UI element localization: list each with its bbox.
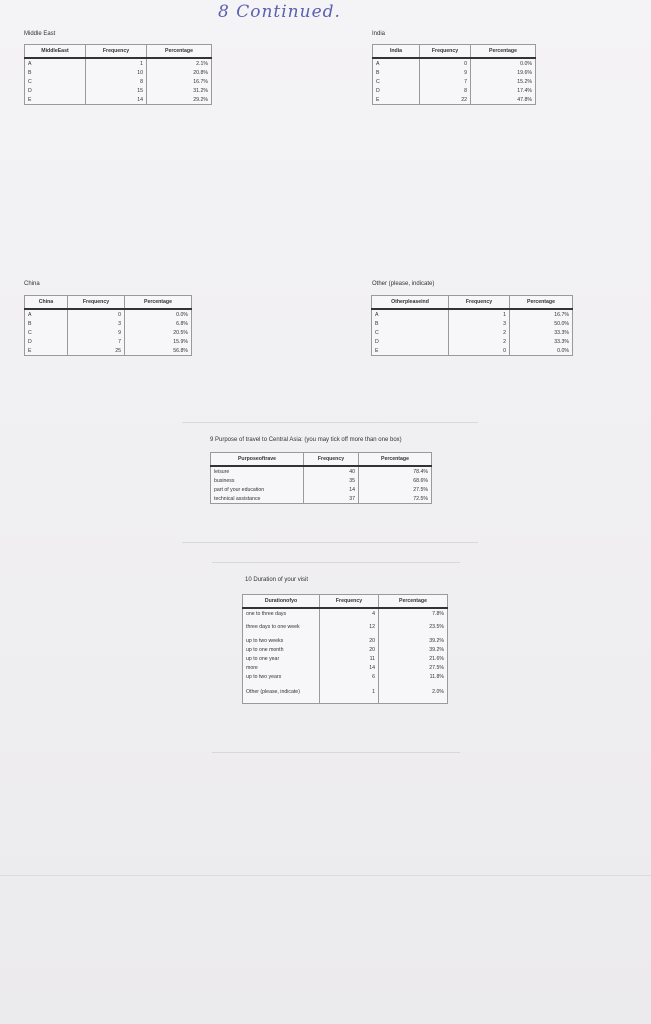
other-table xyxy=(371,295,573,356)
column-header: Frequency xyxy=(86,45,147,59)
column-header: Frequency xyxy=(68,296,125,310)
table-row: up to two years 6 11.8% xyxy=(243,672,448,681)
table-row: technical assistance 37 72.5% xyxy=(211,494,432,504)
pasted-strip-edge xyxy=(182,422,478,423)
table-row: C 8 16.7% xyxy=(25,77,212,86)
table-row: A 1 2.1% xyxy=(25,58,212,68)
india-caption: India xyxy=(372,31,386,37)
table-row: up to two weeks 20 39.2% xyxy=(243,636,448,645)
table-row: one to three days 4 7.8% xyxy=(243,608,448,618)
table-row: A 1 16.7% xyxy=(372,309,573,319)
table-row: D 8 17.4% xyxy=(373,86,536,95)
purpose-caption: 9 Purpose of travel to Central Asia: (you may tick off more than one box) xyxy=(210,437,402,443)
column-header: Frequency xyxy=(449,296,510,310)
table-row: B 3 50.0% xyxy=(372,319,573,328)
handwritten-heading: 8 Continued. xyxy=(218,2,341,22)
other-caption: Other (please, indicate) xyxy=(372,281,435,287)
pasted-strip-edge xyxy=(212,562,460,563)
table-row: business 35 68.6% xyxy=(211,476,432,485)
column-header: Frequency xyxy=(320,595,379,609)
table-row: C 7 15.2% xyxy=(373,77,536,86)
table-row: C 2 33.3% xyxy=(372,328,573,337)
middle-east-table xyxy=(24,44,212,105)
table-row: E 22 47.8% xyxy=(373,95,536,105)
pasted-strip-edge xyxy=(182,542,478,543)
middle-east-caption: Middle East xyxy=(24,31,56,37)
column-header: China xyxy=(25,296,68,310)
table-row: A 0 0.0% xyxy=(25,309,192,319)
table-row: B 10 20.8% xyxy=(25,68,212,77)
china-table xyxy=(24,295,192,356)
column-header: Percentage xyxy=(125,296,192,310)
table-row: D 15 31.2% xyxy=(25,86,212,95)
table-row: D 2 33.3% xyxy=(372,337,573,346)
table-row: up to one year 11 21.6% xyxy=(243,654,448,663)
column-header: Frequency xyxy=(420,45,471,59)
column-header: Otherpleaseind xyxy=(372,296,449,310)
column-header: Durationofyo xyxy=(243,595,320,609)
column-header: Percentage xyxy=(147,45,212,59)
table-row: D 7 15.9% xyxy=(25,337,192,346)
column-header: Purposeoftrave xyxy=(211,453,304,467)
india-table xyxy=(372,44,536,105)
table-row: B 3 6.8% xyxy=(25,319,192,328)
page-fold-line xyxy=(0,875,651,876)
table-row: E 25 56.8% xyxy=(25,346,192,356)
duration-caption: 10 Duration of your visit xyxy=(245,577,309,583)
table-row: C 9 20.5% xyxy=(25,328,192,337)
column-header: Percentage xyxy=(510,296,573,310)
column-header: Percentage xyxy=(379,595,448,609)
table-row: part of your education 14 27.5% xyxy=(211,485,432,494)
table-row: three days to one week 12 23.5% xyxy=(243,618,448,636)
duration-table xyxy=(242,594,448,704)
table-row: leisure 40 78.4% xyxy=(211,466,432,476)
table-row: E 0 0.0% xyxy=(372,346,573,356)
column-header: MiddleEast xyxy=(25,45,86,59)
table-row: up to one month 20 39.2% xyxy=(243,645,448,654)
column-header: Percentage xyxy=(359,453,432,467)
purpose-table xyxy=(210,452,432,504)
table-row: Other (please, indicate) 1 2.0% xyxy=(243,681,448,704)
column-header: Frequency xyxy=(304,453,359,467)
pasted-strip-edge xyxy=(212,752,460,753)
column-header: Percentage xyxy=(471,45,536,59)
china-caption: China xyxy=(24,281,40,287)
table-row: E 14 29.2% xyxy=(25,95,212,105)
table-row: A 0 0.0% xyxy=(373,58,536,68)
table-row: more 14 27.5% xyxy=(243,663,448,672)
column-header: India xyxy=(373,45,420,59)
table-row: B 9 19.6% xyxy=(373,68,536,77)
